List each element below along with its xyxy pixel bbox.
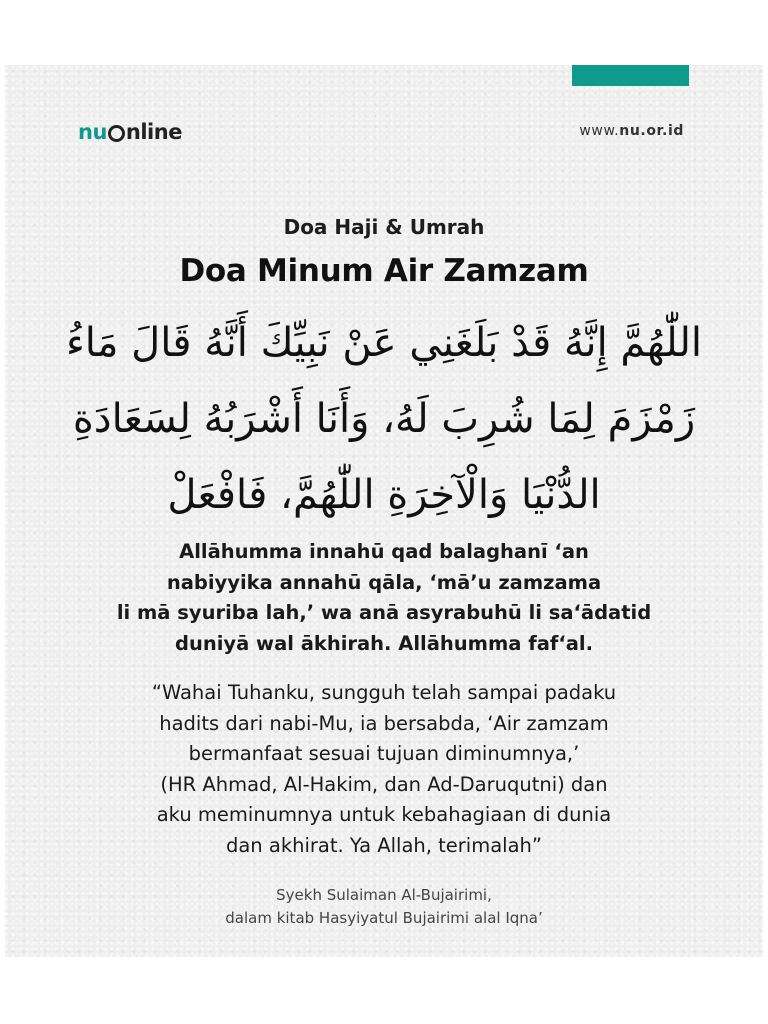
translation-line: (HR Ahmad, Al-Hakim, dan Ad-Daruqutni) dan bbox=[160, 772, 608, 796]
logo-nu-text: nu bbox=[78, 120, 107, 144]
source-line: Syekh Sulaiman Al-Bujairimi, bbox=[276, 886, 492, 904]
translation-line: hadits dari nabi-Mu, ia bersabda, ‘Air zamzam bbox=[159, 711, 609, 735]
transliteration-line: duniyā wal ākhirah. Allāhumma faf‘al. bbox=[174, 631, 593, 655]
site-url-domain: nu.or.id bbox=[619, 123, 684, 139]
doa-title: Doa Minum Air Zamzam bbox=[179, 253, 589, 289]
translation-line: “Wahai Tuhanku, sungguh telah sampai padaku bbox=[151, 681, 617, 704]
transliteration-line: li mā syuriba lah,’ wa anā asyrabuhū li sa‘ādatid bbox=[116, 601, 652, 624]
transliteration bbox=[45, 537, 723, 659]
accent-bar bbox=[572, 65, 689, 86]
transliteration-line: Allāhumma innahū qad balaghanī ‘an bbox=[179, 540, 589, 563]
translation-line: dan akhirat. Ya Allah, terimalah” bbox=[225, 833, 543, 857]
logo-o-ring-icon bbox=[108, 125, 125, 142]
arabic-line: زَمْزَمَ لِمَا شُرِبَ لَهُ، وَأَنَا أَشْرَبُهُ لِسَعَادَةِ bbox=[72, 396, 696, 442]
arabic-prayer bbox=[65, 305, 703, 533]
translation-line: aku meminumnya untuk kebahagiaan di dunia bbox=[156, 803, 612, 826]
arabic-line: اللّٰهُمَّ إِنَّهُ قَدْ بَلَغَنِي عَنْ نَبِيِّكَ أَنَّهُ قَالَ مَاءُ bbox=[66, 320, 702, 366]
logo-rest-text: nline bbox=[125, 120, 182, 144]
arabic-line: الدُّنْيَا وَالْآخِرَةِ اللّٰهُمَّ، فَافْعَلْ bbox=[167, 472, 601, 518]
translation-line: bermanfaat sesuai tujuan diminumnya,’ bbox=[188, 742, 580, 765]
source-line: dalam kitab Hasyiyatul Bujairimi alal Iqna’ bbox=[225, 909, 543, 927]
poster-card bbox=[5, 65, 763, 957]
translation bbox=[35, 678, 733, 861]
site-url-prefix: www. bbox=[579, 123, 620, 139]
source-citation bbox=[35, 884, 733, 930]
doa-category-subtitle: Doa Haji & Umrah bbox=[283, 215, 485, 239]
nu-online-logo bbox=[78, 119, 182, 145]
site-url bbox=[579, 123, 684, 139]
transliteration-line: nabiyyika annahū qāla, ‘mā’u zamzama bbox=[166, 570, 602, 594]
